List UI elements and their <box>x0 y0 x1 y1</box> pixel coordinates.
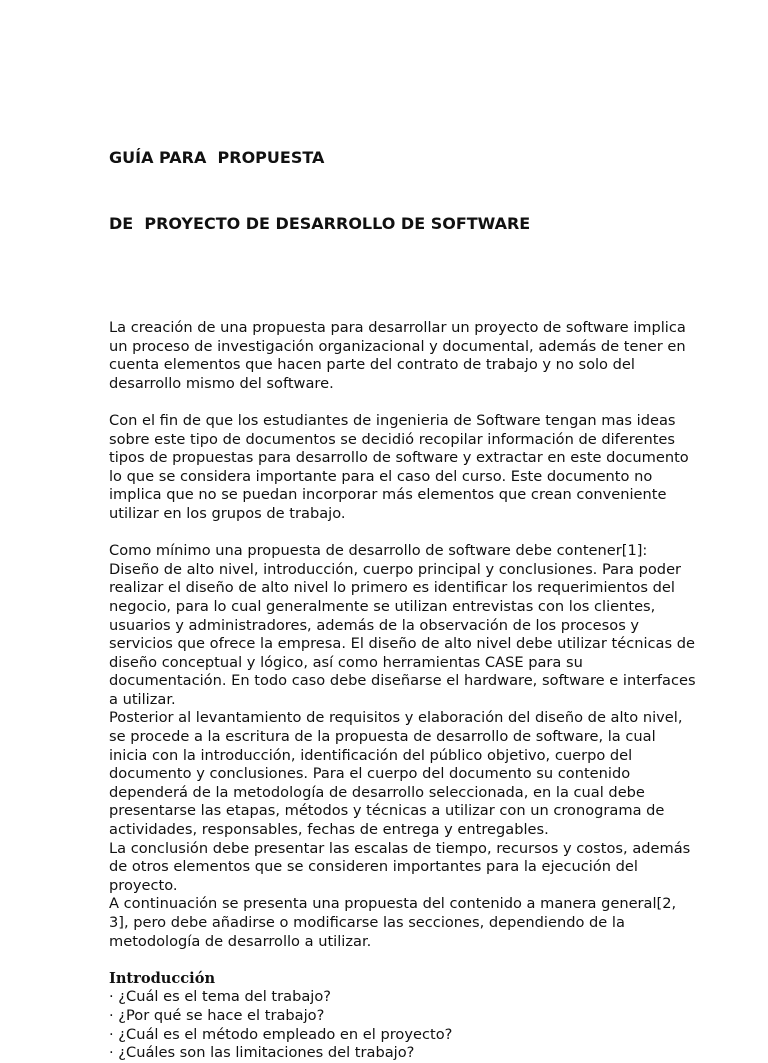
text-line: Con el fin de que los estudiantes de ingenieria de Software tengan mas ideas <box>109 411 676 429</box>
list-item: · ¿Cuál es el método empleado en el proyecto? <box>109 1025 453 1043</box>
text-line: Como mínimo una propuesta de desarrollo de software debe contener[1]: <box>109 542 648 560</box>
text-line: inicia con la introducción, identificación del público objetivo, cuerpo del <box>109 746 633 764</box>
text-line: Diseño de alto nivel, introducción, cuerpo principal y conclusiones. Para poder <box>109 560 682 578</box>
text-line: actividades, responsables, fechas de entrega y entregables. <box>109 821 549 839</box>
introduccion-question-list <box>109 988 654 1062</box>
section-heading-introduccion: Introducción <box>109 969 216 987</box>
list-item: · ¿Cuál es el tema del trabajo? <box>109 988 332 1006</box>
text-line: 3], pero debe añadirse o modificarse las secciones, dependiendo de la <box>109 914 625 931</box>
text-line: se procede a la escritura de la propuesta de desarrollo de software, la cual <box>109 728 656 746</box>
text-line: servicios que ofrece la empresa. El diseño de alto nivel debe utilizar técnicas de <box>109 635 695 653</box>
text-line: dependerá de la metodología de desarrollo seleccionada, en la cual debe <box>109 783 645 801</box>
text-line: A continuación se presenta una propuesta del contenido a manera general[2, <box>109 895 677 913</box>
text-line: presentarse las etapas, métodos y técnicas a utilizar con un cronograma de <box>109 802 665 820</box>
text-line: negocio, para lo cual generalmente se utilizan entrevistas con los clientes, <box>109 597 656 615</box>
text-line: realizar el diseño de alto nivel lo primero es identificar los requerimientos del <box>109 579 675 597</box>
text-line: usuarios y administradores, además de la observación de los procesos y <box>109 616 640 634</box>
document-content <box>109 103 696 1063</box>
document-title-line-2: DE PROYECTO DE DESARROLLO DE SOFTWARE <box>109 214 531 233</box>
document-title-line-1: GUÍA PARA PROPUESTA <box>109 148 325 167</box>
text-line: implica que no se puedan incorporar más elementos que crean conveniente <box>109 486 667 504</box>
text-line: utilizar en los grupos de trabajo. <box>109 504 346 522</box>
text-line: cuenta elementos que hacen parte del contrato de trabajo y no solo del <box>109 356 635 374</box>
text-line: sobre este tipo de documentos se decidió recopilar información de diferentes <box>109 430 675 448</box>
text-line: de otros elementos que se consideren importantes para la ejecución del <box>109 858 638 876</box>
text-line: documento y conclusiones. Para el cuerpo del documento su contenido <box>109 765 631 783</box>
text-line: lo que se considera importante para el caso del curso. Este documento no <box>109 467 653 485</box>
text-line: diseño conceptual y lógico, así como herramientas CASE para su <box>109 653 583 671</box>
text-line: a utilizar. <box>109 690 176 708</box>
text-line: tipos de propuestas para desarrollo de software y extractar en este documento <box>109 449 689 467</box>
text-line: un proceso de investigación organizacional y documental, además de tener en <box>109 337 686 355</box>
text-line: desarrollo mismo del software. <box>109 374 334 392</box>
text-line: La conclusión debe presentar las escalas de tiempo, recursos y costos, además <box>109 839 691 857</box>
document-title <box>109 103 654 279</box>
list-item: · ¿Cuáles son las limitaciones del trabajo? <box>109 1044 415 1062</box>
text-line: La creación de una propuesta para desarrollar un proyecto de software implica <box>109 319 686 336</box>
text-line: proyecto. <box>109 876 178 894</box>
text-line: documentación. En todo caso debe diseñarse el hardware, software e interfaces <box>109 672 696 690</box>
body-text <box>109 319 696 1063</box>
paragraph-intro <box>109 319 686 393</box>
text-line: metodología de desarrollo a utilizar. <box>109 932 372 950</box>
text-line: Posterior al levantamiento de requisitos y elaboración del diseño de alto nivel, <box>109 709 683 727</box>
list-item: · ¿Por qué se hace el trabajo? <box>109 1006 325 1024</box>
paragraph-minimum-content <box>109 542 696 951</box>
paragraph-purpose <box>109 411 689 524</box>
